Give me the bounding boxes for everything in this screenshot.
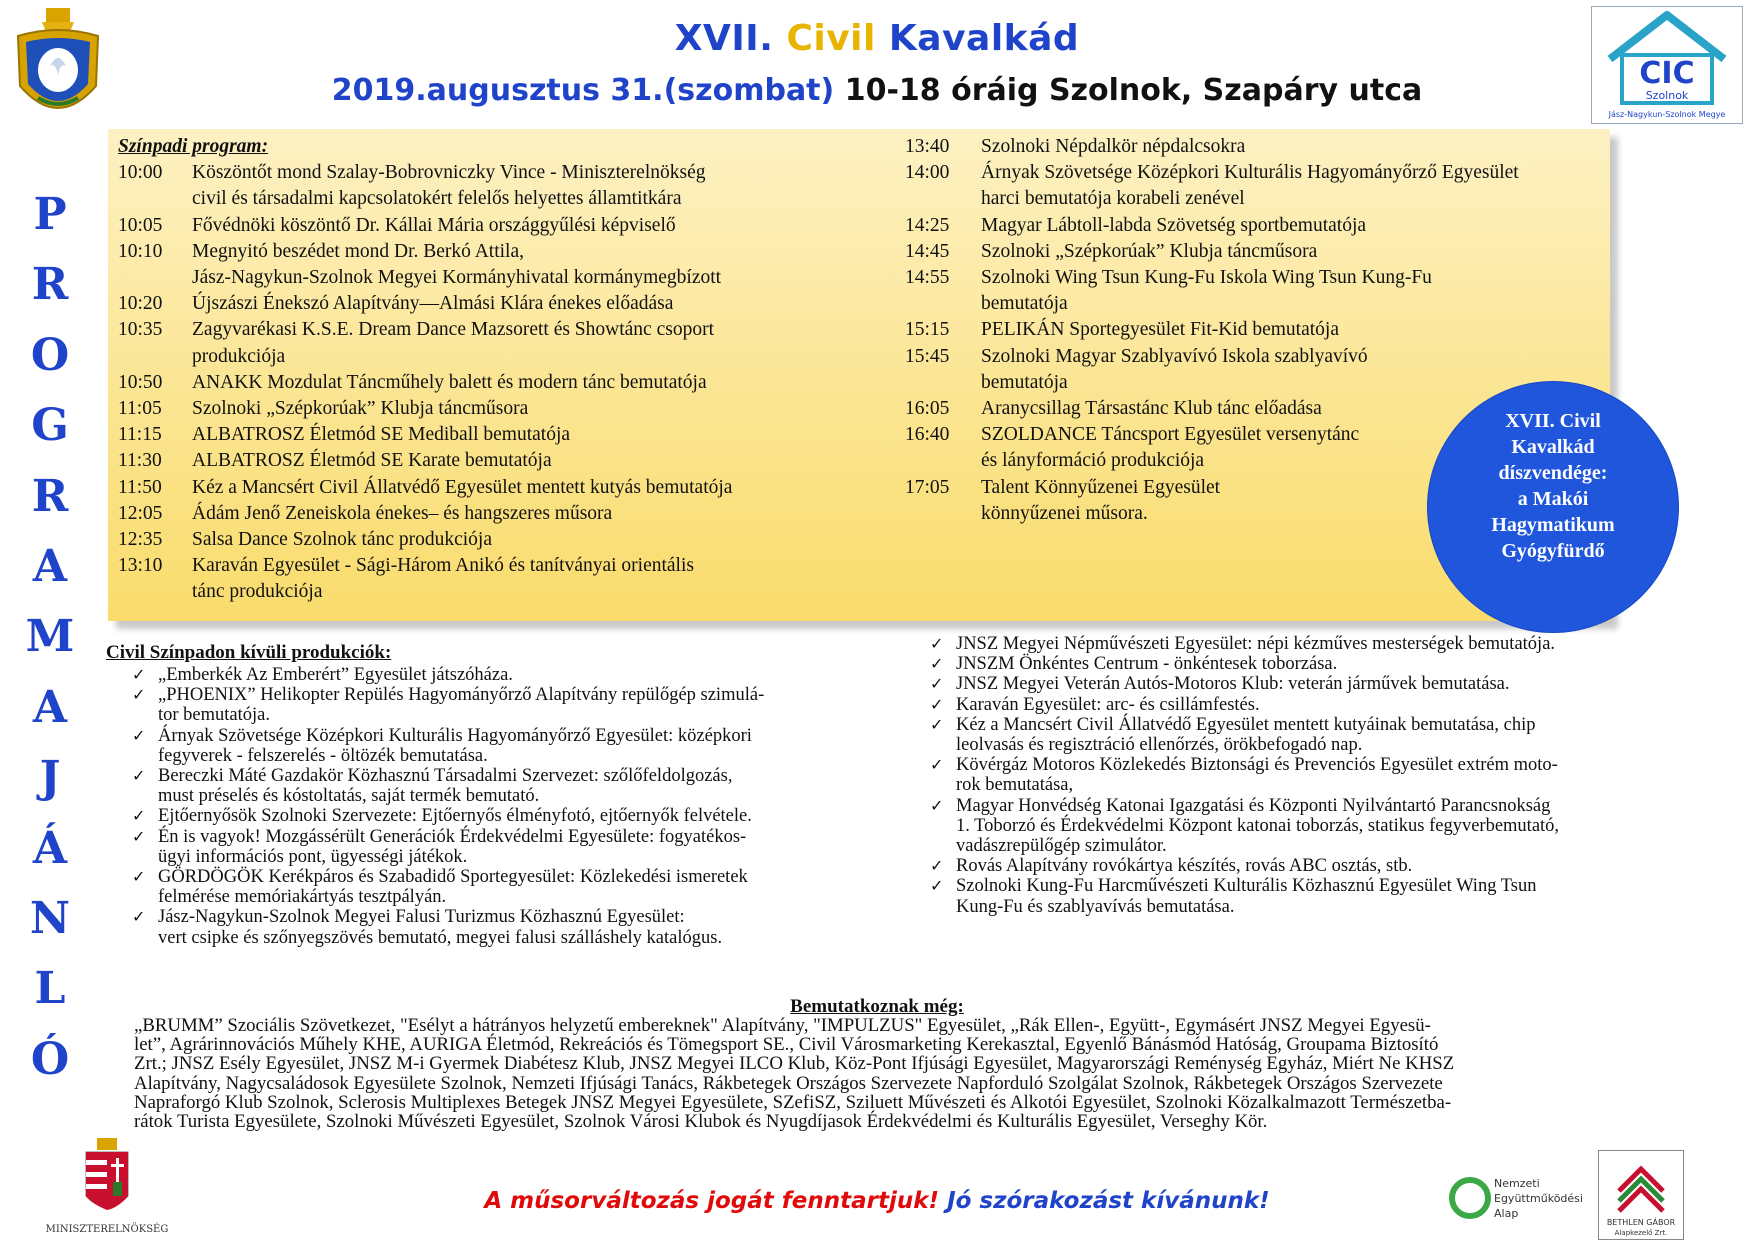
- schedule-line: PELIKÁN Sportegyesület Fit-Kid bemutatója: [981, 319, 1339, 341]
- schedule-row: [905, 265, 1605, 317]
- schedule-line: Magyar Lábtoll-labda Szövetség sportbemutatója: [981, 214, 1367, 236]
- schedule-time: 10:00: [118, 162, 163, 184]
- cic-text: CIC: [1639, 56, 1695, 91]
- event-title: [0, 18, 1754, 59]
- schedule-line: civil és társadalmi kapcsolatokért felelős helyettes államtitkára: [192, 188, 682, 210]
- also-line: Napraforgó Klub Szolnok, Sclerosis Multiplexes Betegek JNSZ Megyei Egyesülete, SZefiSZ, Sziluett Művészeti és Alkotói Egyesület, Szolnoki Közalkalmazott Természetba-: [134, 1091, 1452, 1113]
- schedule-time: 11:15: [118, 424, 162, 446]
- schedule-text: [192, 317, 888, 369]
- schedule-line: Szolnoki „Szépkorúak” Klubja táncműsora: [192, 398, 529, 420]
- also-line: let”, Agrárinnovációs Műhely KHE, AURIGA Életmód, Rekreációs és Tömegsport SE., Civil Városmarketing Kerekasztal, Egyenlő Bánásmód Hatóság, Groupama Biztosító: [134, 1034, 1439, 1056]
- offstage-item: [132, 685, 892, 725]
- schedule-line: harci bemutatója korabeli zenével: [981, 188, 1245, 210]
- also-present-header: Bemutatkoznak még:: [790, 996, 964, 1017]
- bethlen-line1: BETHLEN GÁBOR: [1606, 1218, 1676, 1227]
- schedule-text: [981, 265, 1605, 317]
- schedule-time: 13:40: [905, 136, 950, 157]
- schedule-row: [905, 160, 1605, 212]
- guest-line: a Makói: [1517, 488, 1589, 510]
- offstage-item: [930, 796, 1670, 857]
- checkmark-icon: ✓: [930, 654, 944, 674]
- offstage-text: [158, 766, 892, 806]
- schedule-row: [905, 213, 1605, 239]
- vertical-letter: L: [34, 963, 66, 1015]
- schedule-row: [118, 501, 888, 527]
- schedule-row: [118, 553, 888, 605]
- schedule-row: [118, 527, 888, 553]
- schedule-row: [118, 213, 888, 239]
- offstage-text: [158, 907, 892, 947]
- schedule-line: ANAKK Mozdulat Táncműhely balett és modern tánc bemutatója: [192, 371, 707, 393]
- checkmark-icon: ✓: [930, 755, 944, 775]
- nea-line1: Nemzeti: [1494, 1177, 1540, 1190]
- schedule-line: SZOLDANCE Táncsport Egyesület versenytánc: [981, 424, 1360, 446]
- schedule-row: [118, 239, 888, 291]
- checkmark-icon: ✓: [132, 725, 146, 745]
- offstage-line: Én is vagyok! Mozgássérült Generációk Érdekvédelmi Egyesülete: fogyatékos-: [158, 826, 747, 847]
- schedule-row: [905, 344, 1605, 396]
- schedule-row: [118, 317, 888, 369]
- also-line: Zrt.; JNSZ Esély Egyesület, JNSZ M-i Gyermek Diabétesz Klub, JNSZ Megyei ILCO Klub, Köz-Pont Ifjúsági Egyesület, Magyarországi Reménység Egyház, Miért Ne KHSZ: [134, 1053, 1455, 1075]
- offstage-line: GÖRDÖGÖK Kerékpáros és Szabadidő Sportegyesület: Közlekedési ismeretek: [158, 867, 748, 888]
- stage-program-header: Színpadi program:: [118, 136, 269, 157]
- offstage-line: vert csipke és szőnyegszövés bemutató, megyei falusi szálláshely katalógus.: [158, 927, 723, 948]
- schedule-line: könnyűzenei műsora.: [981, 502, 1148, 524]
- schedule-text: [192, 160, 888, 212]
- cic-county: Jász-Nagykun-Szolnok Megye: [1608, 110, 1726, 119]
- schedule-line: Salsa Dance Szolnok tánc produkciója: [192, 529, 492, 551]
- offstage-line: JNSZM Önkéntes Centrum - önkéntesek toborzása.: [956, 654, 1338, 675]
- event-time-place: 10-18 óráig Szolnok, Szapáry utca: [844, 73, 1423, 108]
- schedule-row: [118, 396, 888, 422]
- bethlen-line2: Alapkezelő Zrt.: [1614, 1229, 1668, 1237]
- event-date: 2019.augusztus 31.(szombat): [331, 73, 835, 108]
- nea-line3: Alap: [1494, 1207, 1519, 1220]
- guest-of-honour-circle: [1428, 382, 1678, 632]
- vertical-letter: A: [32, 541, 68, 593]
- schedule-line: Zagyvarékasi K.S.E. Dream Dance Mazsorett és Showtánc csoport: [192, 319, 714, 341]
- schedule-text: [192, 422, 888, 448]
- schedule-line: ALBATROSZ Életmód SE Karate bemutatója: [192, 450, 552, 472]
- checkmark-icon: ✓: [930, 634, 944, 653]
- vertical-letter: P: [33, 189, 67, 240]
- offstage-line: Ejtőernyősök Szolnoki Szervezete: Ejtőernyős élményfotó, ejtőernyők felvétele.: [158, 806, 752, 827]
- offstage-line: Kung-Fu és szablyavívás bemutatása.: [956, 896, 1235, 917]
- checkmark-icon: ✓: [132, 806, 146, 826]
- checkmark-icon: ✓: [930, 795, 944, 815]
- schedule-time: 11:05: [118, 398, 162, 420]
- footer-red: A műsorváltozás jogát fenntartjuk!: [484, 1188, 940, 1214]
- offstage-text: [158, 806, 892, 826]
- offstage-item: [930, 755, 1670, 795]
- footer-blue: Jó szórakozást kívánunk!: [947, 1188, 1270, 1214]
- event-date-place: [0, 73, 1754, 108]
- also-line: Alapítvány, Nagycsaládosok Egyesülete Szolnok, Nemzeti Ifjúsági Tanács, Rákbetegek Országos Szervezete Napforduló Szolgálat Szolnok, Rákbetegek Országos Szervezete: [134, 1072, 1443, 1094]
- checkmark-icon: ✓: [930, 714, 944, 734]
- offstage-line: felmérése memóriakártyás tesztpályán.: [158, 887, 447, 908]
- offstage-line: ügyi információs pont, ügyességi játékok.: [158, 846, 468, 867]
- schedule-time: 10:50: [118, 371, 163, 393]
- schedule-row: [905, 239, 1605, 265]
- offstage-line: „PHOENIX” Helikopter Repülés Hagyományőrző Alapítvány repülőgép szimulá-: [158, 685, 765, 706]
- schedule-row: [905, 317, 1605, 343]
- offstage-text: [158, 867, 892, 907]
- schedule-text: [981, 134, 1605, 160]
- schedule-time: 16:40: [905, 424, 950, 446]
- vertical-letter: J: [39, 752, 61, 804]
- guest-line: XVII. Civil: [1505, 410, 1601, 432]
- schedule-time: 10:20: [118, 293, 163, 315]
- offstage-item: [132, 907, 892, 947]
- title-suffix: Kavalkád: [888, 18, 1080, 59]
- schedule-text: [981, 213, 1605, 239]
- schedule-time: 11:30: [118, 450, 162, 472]
- schedule-text: [192, 501, 888, 527]
- offstage-line: Karaván Egyesület: arc- és csillámfestés.: [956, 694, 1260, 715]
- vertical-letter: N: [29, 893, 71, 945]
- schedule-row: [118, 291, 888, 317]
- offstage-item: [930, 715, 1670, 755]
- vertical-letter: A: [32, 681, 68, 733]
- schedule-line: Megnyitó beszédet mond Dr. Berkó Attila,: [192, 240, 524, 262]
- schedule-time: 14:45: [905, 240, 950, 262]
- schedule-text: [192, 396, 888, 422]
- schedule-line: Kéz a Mancsért Civil Állatvédő Egyesület mentett kutyás bemutatója: [192, 476, 733, 498]
- schedule-time: 17:05: [905, 476, 950, 498]
- offstage-text: [956, 634, 1670, 654]
- offstage-line: JNSZ Megyei Népművészeti Egyesület: népi kézműves mesterségek bemutatója.: [956, 634, 1556, 654]
- offstage-item: [132, 806, 892, 826]
- schedule-line: Ádám Jenő Zeneiskola énekes– és hangszeres műsora: [192, 502, 613, 524]
- schedule-line: bemutatója: [981, 293, 1068, 315]
- schedule-text: [981, 317, 1605, 343]
- schedule-row: [118, 475, 888, 501]
- offstage-text: [158, 685, 892, 725]
- bethlen-gabor-logo: [1598, 1150, 1684, 1240]
- offstage-text: [956, 796, 1670, 857]
- nea-logo: [1448, 1172, 1588, 1224]
- offstage-text: [956, 654, 1670, 674]
- schedule-text: [192, 213, 888, 239]
- guest-line: Hagymatikum: [1491, 514, 1615, 536]
- schedule-time: 12:05: [118, 502, 163, 524]
- vertical-letter: O: [30, 329, 70, 381]
- offstage-text: [956, 856, 1670, 876]
- offstage-line: Szolnoki Kung-Fu Harcművészeti Kulturális Közhasznú Egyesület Wing Tsun: [956, 876, 1537, 897]
- guest-line: Gyógyfürdő: [1501, 540, 1605, 562]
- offstage-text: [956, 876, 1670, 916]
- offstage-line: „Emberkék Az Emberért” Egyesület játszóháza.: [158, 665, 513, 685]
- schedule-row: [118, 422, 888, 448]
- schedule-line: Újszászi Énekszó Alapítvány—Almási Klára énekes előadása: [192, 293, 674, 315]
- vertical-letter: Á: [32, 822, 68, 874]
- schedule-line: és lányformáció produkciója: [981, 450, 1205, 472]
- schedule-time: 14:55: [905, 267, 950, 289]
- nea-line2: Együttműködési: [1494, 1192, 1583, 1205]
- title-civil: Civil: [786, 18, 876, 59]
- offstage-item: [132, 665, 892, 685]
- schedule-line: Árnyak Szövetsége Középkori Kulturális Hagyományőrző Egyesület: [981, 162, 1519, 184]
- offstage-text: [956, 715, 1670, 755]
- offstage-item: [930, 654, 1670, 674]
- offstage-line: JNSZ Megyei Veterán Autós-Motoros Klub: veterán járművek bemutatása.: [956, 674, 1510, 695]
- checkmark-icon: ✓: [930, 674, 944, 694]
- schedule-time: 10:10: [118, 240, 163, 262]
- offstage-line: Árnyak Szövetsége Középkori Kulturális Hagyományőrző Egyesület: középkori: [158, 725, 752, 746]
- offstage-text: [956, 755, 1670, 795]
- schedule-time: 10:05: [118, 214, 163, 236]
- schedule-line: Talent Könnyűzenei Egyesület: [981, 476, 1221, 498]
- schedule-line: Szolnoki „Szépkorúak” Klubja táncműsora: [981, 240, 1318, 262]
- offstage-text: [956, 674, 1670, 694]
- schedule-time: 13:10: [118, 555, 163, 577]
- checkmark-icon: ✓: [930, 876, 944, 896]
- schedule-time: 15:45: [905, 345, 950, 367]
- offstage-line: Magyar Honvédség Katonai Igazgatási és Központi Nyilvántartó Parancsnokság: [956, 795, 1551, 816]
- schedule-row: [905, 134, 1605, 160]
- offstage-item: [132, 766, 892, 806]
- offstage-text: [158, 665, 892, 685]
- schedule-row: [118, 370, 888, 396]
- offstage-line: must préselés és kóstoltatás, saját termék bemutató.: [158, 786, 540, 807]
- schedule-time: 11:50: [118, 476, 162, 498]
- schedule-time: 12:35: [118, 529, 163, 551]
- offstage-item: [930, 674, 1670, 694]
- vertical-letter: R: [31, 259, 69, 311]
- offstage-text: [158, 726, 892, 766]
- offstage-text: [956, 695, 1670, 715]
- vertical-letter: G: [31, 400, 69, 452]
- offstage-text: [158, 827, 892, 867]
- guest-line: Kavalkád: [1511, 436, 1595, 458]
- schedule-text: [981, 239, 1605, 265]
- schedule-line: produkciója: [192, 345, 286, 367]
- checkmark-icon: ✓: [930, 694, 944, 714]
- schedule-line: Szolnoki Wing Tsun Kung-Fu Iskola Wing Tsun Kung-Fu: [981, 267, 1432, 289]
- schedule-text: [192, 553, 888, 605]
- schedule-line: Köszöntőt mond Szalay-Bobrovniczky Vince - Miniszterelnökség: [192, 162, 706, 184]
- also-line: rátok Turista Egyesülete, Szolnoki Művészeti Egyesület, Szolnok Városi Klubok és Nyugdíjasok Érdekvédelmi és Kulturális Egyesület, Verseghy Kör.: [134, 1111, 1268, 1133]
- schedule-text: [192, 527, 888, 553]
- offstage-line: Kéz a Mancsért Civil Állatvédő Egyesület mentett kutyáinak bemutatása, chip: [956, 714, 1536, 735]
- offstage-list-left: [132, 665, 892, 948]
- offstage-item: [930, 856, 1670, 876]
- offstage-line: tor bemutatója.: [158, 705, 270, 726]
- schedule-line: bemutatója: [981, 371, 1068, 393]
- offstage-item: [930, 876, 1670, 916]
- cic-szolnok-logo: [1591, 6, 1743, 124]
- offstage-line: fegyverek - felszerelés - öltözék bemutatása.: [158, 745, 488, 766]
- schedule-line: Aranycsillag Társastánc Klub tánc előadása: [981, 398, 1322, 420]
- schedule-time: 10:35: [118, 319, 163, 341]
- schedule-line: ALBATROSZ Életmód SE Mediball bemutatója: [192, 424, 571, 446]
- miniszterelnokseg-logo: [45, 1138, 169, 1236]
- schedule-text: [192, 475, 888, 501]
- vertical-letter: R: [31, 470, 69, 522]
- schedule-time: 14:00: [905, 162, 950, 184]
- schedule-text: [192, 239, 888, 291]
- also-present-text: [134, 1016, 1674, 1131]
- schedule-time: 15:15: [905, 319, 950, 341]
- vertical-letter: Ó: [30, 1033, 70, 1085]
- checkmark-icon: ✓: [132, 665, 146, 684]
- schedule-line: Szolnoki Magyar Szablyavívó Iskola szablyavívó: [981, 345, 1368, 367]
- guest-line: díszvendége:: [1498, 462, 1608, 484]
- title-prefix: XVII.: [674, 18, 774, 59]
- offstage-item: [132, 827, 892, 867]
- schedule-text: [192, 291, 888, 317]
- stage-program-left: [118, 134, 888, 606]
- checkmark-icon: ✓: [132, 907, 146, 927]
- also-line: „BRUMM” Szociális Szövetkezet, "Esélyt a hátrányos helyzetű embereknek" Alapítvány, "IMPULZUS" Egyesület, „Rák Ellen-, Együtt-, Egymásért JNSZ Megyei Egyesü-: [134, 1015, 1431, 1036]
- checkmark-icon: ✓: [132, 826, 146, 846]
- schedule-line: Szolnoki Népdalkör népdalcsokra: [981, 136, 1246, 157]
- offstage-line: leolvasás és regisztráció ellenőrzés, örökbefogadó nap.: [956, 735, 1363, 756]
- schedule-text: [192, 448, 888, 474]
- schedule-line: tánc produkciója: [192, 581, 323, 603]
- checkmark-icon: ✓: [930, 856, 944, 876]
- offstage-line: rok bemutatása,: [956, 775, 1074, 796]
- checkmark-icon: ✓: [132, 766, 146, 786]
- offstage-line: Jász-Nagykun-Szolnok Megyei Falusi Turizmus Közhasznú Egyesület:: [158, 907, 685, 928]
- vertical-letter: M: [25, 611, 75, 663]
- offstage-line: Kövérgáz Motoros Közlekedés Biztonsági és Prevenciós Egyesület extrém moto-: [956, 755, 1558, 776]
- offstage-line: Bereczki Máté Gazdakör Közhasznú Társadalmi Szervezet: szőlőfeldolgozás,: [158, 766, 733, 787]
- offstage-item: [930, 634, 1670, 654]
- schedule-line: Jász-Nagykun-Szolnok Megyei Kormányhivatal kormánymegbízott: [192, 267, 722, 289]
- offstage-item: [132, 867, 892, 907]
- schedule-line: Karaván Egyesület - Sági-Három Anikó és tanítványai orientális: [192, 555, 694, 577]
- schedule-row: [118, 160, 888, 212]
- schedule-row: [118, 448, 888, 474]
- checkmark-icon: ✓: [132, 867, 146, 887]
- offstage-list-right: [930, 634, 1670, 917]
- offstage-item: [930, 695, 1670, 715]
- offstage-header: Civil Színpadon kívüli produkciók:: [106, 642, 392, 663]
- offstage-item: [132, 726, 892, 766]
- offstage-line: 1. Toborzó és Érdekvédelmi Központ katonai toborzás, statikus fegyverbemutató,: [956, 815, 1560, 836]
- offstage-line: Rovás Alapítvány rovókártya készítés, rovás ABC osztás, stb.: [956, 856, 1413, 877]
- checkmark-icon: ✓: [132, 685, 146, 705]
- schedule-text: [981, 160, 1605, 212]
- vertical-programajanlo: [20, 180, 80, 1095]
- ministry-text: MINISZTERELNÖKSÉG: [45, 1224, 169, 1235]
- offstage-line: vadászrepülőgép szimulátor.: [956, 836, 1167, 857]
- schedule-time: 16:05: [905, 398, 950, 420]
- schedule-text: [192, 370, 888, 396]
- cic-city: Szolnok: [1645, 89, 1689, 102]
- schedule-line: Fővédnöki köszöntő Dr. Kállai Mária országgyűlési képviselő: [192, 214, 676, 236]
- schedule-time: 14:25: [905, 214, 950, 236]
